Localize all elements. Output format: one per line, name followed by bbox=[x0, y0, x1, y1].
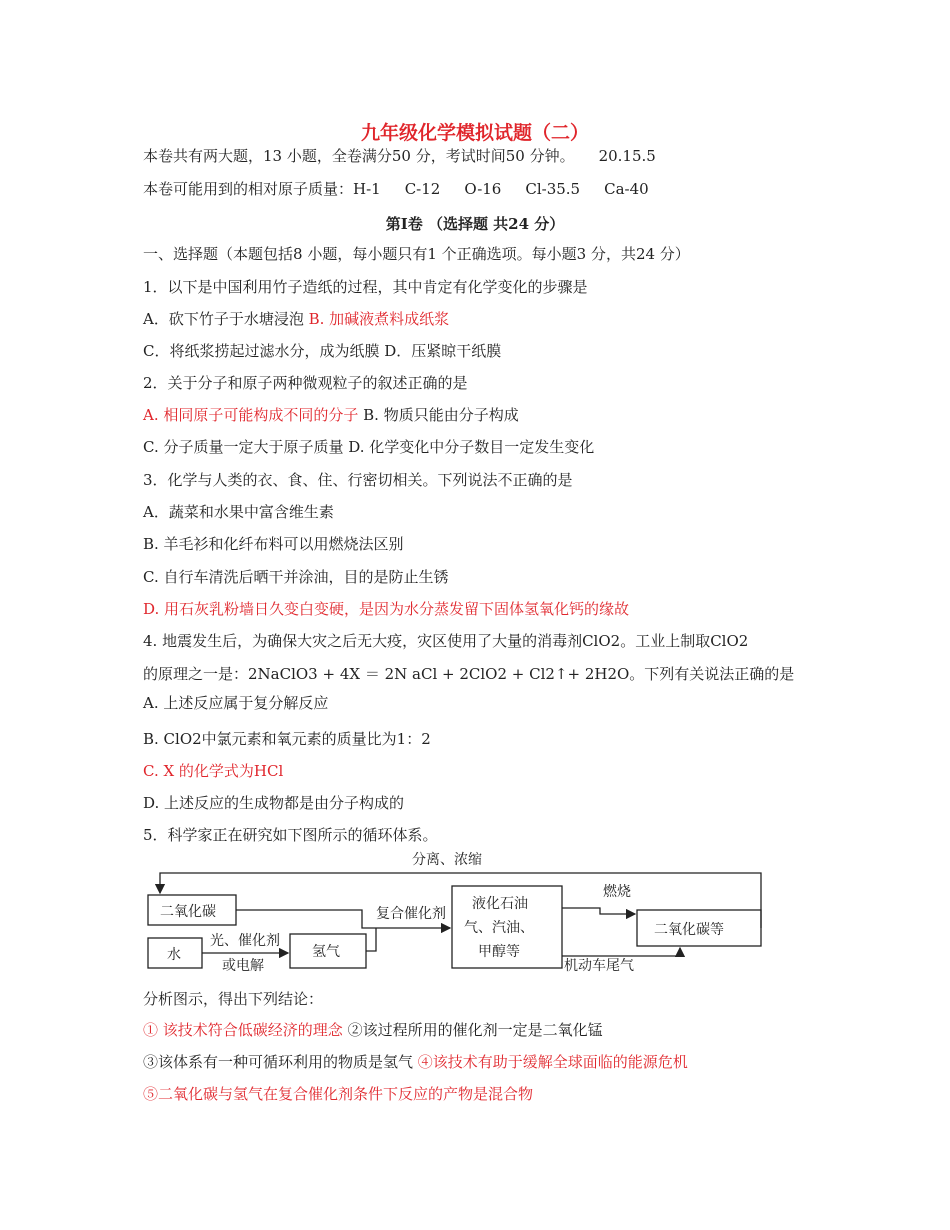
label-fuel-line1: 液化石油 bbox=[472, 896, 528, 912]
q5-conclusion-4-answer: ④该技术有助于缓解全球面临的能源危机 bbox=[417, 1053, 688, 1071]
q3-option-c: C. 自行车清洗后晒干并涂油，目的是防止生锈 bbox=[143, 568, 449, 586]
q5-conclusion-1-answer: ① 该技术符合低碳经济的理念 bbox=[143, 1021, 343, 1039]
q5-analysis: 分析图示，得出下列结论： bbox=[143, 990, 324, 1008]
label-water: 水 bbox=[167, 947, 181, 963]
q2-option-b: B. 物质只能由分子构成 bbox=[363, 406, 519, 424]
q4-stem-line2: 的原理之一是：2NaClO3 + 4X ＝ 2N aCl + 2ClO2 + Cl2↑+ 2H2O。下列有关说法正确的是 bbox=[143, 665, 795, 683]
q5-conclusion-2: ②该过程所用的催化剂一定是二氧化锰 bbox=[347, 1021, 603, 1039]
page-title: 九年级化学模拟试题（二） bbox=[360, 122, 589, 144]
label-fuel-line3: 甲醇等 bbox=[478, 944, 520, 960]
q1-options-cd: C．将纸浆捞起过滤水分，成为纸膜 D．压紧晾干纸膜 bbox=[143, 342, 502, 360]
q3-option-a: A．蔬菜和水果中富含维生素 bbox=[143, 503, 334, 521]
part-intro: 一、选择题（本题包括8 小题，每小题只有1 个正确选项。每小题3 分，共24 分） bbox=[143, 245, 690, 263]
label-composite-catalyst: 复合催化剂 bbox=[376, 906, 446, 922]
hydrogen-to-fuel-arrow bbox=[366, 928, 376, 951]
exam-description: 本卷共有两大题，13 小题，全卷满分50 分，考试时间50 分钟。 bbox=[143, 147, 575, 165]
exam-info-line bbox=[143, 146, 656, 166]
q5-conclusions-row1 bbox=[143, 1020, 603, 1040]
q4-option-d: D. 上述反应的生成物都是由分子构成的 bbox=[143, 794, 405, 812]
atomic-mass-cl: Cl-35.5 bbox=[525, 180, 581, 198]
q4-option-a: A. 上述反应属于复分解反应 bbox=[143, 694, 329, 712]
q1-option-b-answer: B. 加碱液煮料成纸浆 bbox=[308, 310, 450, 328]
q5-stem: 5．科学家正在研究如下图所示的循环体系。 bbox=[143, 826, 438, 844]
q4-option-b: B. ClO2中氯元素和氧元素的质量比为1：2 bbox=[143, 730, 431, 748]
q5-conclusions-row2 bbox=[143, 1052, 688, 1072]
label-light-catalyst: 光、催化剂 bbox=[210, 933, 280, 949]
label-fuel-line2: 气、汽油、 bbox=[464, 920, 534, 936]
atomic-mass-label: 本卷可能用到的相对原子质量：H-1 bbox=[143, 180, 381, 198]
q1-option-a: A．砍下竹子于水塘浸泡 bbox=[143, 310, 304, 328]
q3-stem: 3．化学与人类的衣、食、住、行密切相关。下列说法不正确的是 bbox=[143, 471, 573, 489]
q1-options-ab bbox=[143, 309, 449, 329]
q2-stem: 2．关于分子和原子两种微观粒子的叙述正确的是 bbox=[143, 374, 468, 392]
label-exhaust: 机动车尾气 bbox=[564, 958, 634, 974]
q5-conclusion-3: ③该体系有一种可循环利用的物质是氢气 bbox=[143, 1053, 414, 1071]
atomic-mass-line bbox=[143, 179, 649, 199]
section-title: 第Ⅰ卷 （选择题 共24 分） bbox=[385, 215, 565, 233]
exhaust-arrow bbox=[562, 948, 680, 956]
q5-conclusion-5-answer: ⑤二氧化碳与氢气在复合催化剂条件下反应的产物是混合物 bbox=[143, 1085, 534, 1103]
label-separate-concentrate: 分离、浓缩 bbox=[412, 852, 482, 868]
q3-option-d-answer: D. 用石灰乳粉墙日久变白变硬，是因为水分蒸发留下固体氢氧化钙的缘故 bbox=[143, 600, 630, 618]
recycle-arrow bbox=[160, 873, 761, 928]
label-hydrogen: 氢气 bbox=[312, 944, 340, 960]
q2-options-ab bbox=[143, 405, 519, 425]
q4-stem-line1: 4. 地震发生后，为确保大灾之后无大疫，灾区使用了大量的消毒剂ClO2。工业上制取ClO2 bbox=[143, 632, 749, 650]
cycle-diagram bbox=[140, 848, 780, 978]
burning-arrow bbox=[562, 908, 635, 914]
label-co2-etc: 二氧化碳等 bbox=[654, 922, 724, 938]
exam-date: 20.15.5 bbox=[598, 147, 656, 165]
q3-option-b: B. 羊毛衫和化纤布料可以用燃烧法区别 bbox=[143, 535, 404, 553]
q2-options-cd: C. 分子质量一定大于原子质量 D. 化学变化中分子数目一定发生变化 bbox=[143, 438, 595, 456]
label-burning: 燃烧 bbox=[603, 884, 631, 900]
label-co2: 二氧化碳 bbox=[160, 904, 216, 920]
atomic-mass-ca: Ca-40 bbox=[604, 180, 649, 198]
q2-option-a-answer: A. 相同原子可能构成不同的分子 bbox=[143, 406, 359, 424]
label-electrolysis: 或电解 bbox=[222, 958, 264, 974]
q1-stem: 1．以下是中国利用竹子造纸的过程，其中肯定有化学变化的步骤是 bbox=[143, 278, 588, 296]
atomic-mass-c: C-12 bbox=[404, 180, 441, 198]
atomic-mass-o: O-16 bbox=[464, 180, 502, 198]
q4-option-c-answer: C. X 的化学式为HCl bbox=[143, 762, 284, 780]
